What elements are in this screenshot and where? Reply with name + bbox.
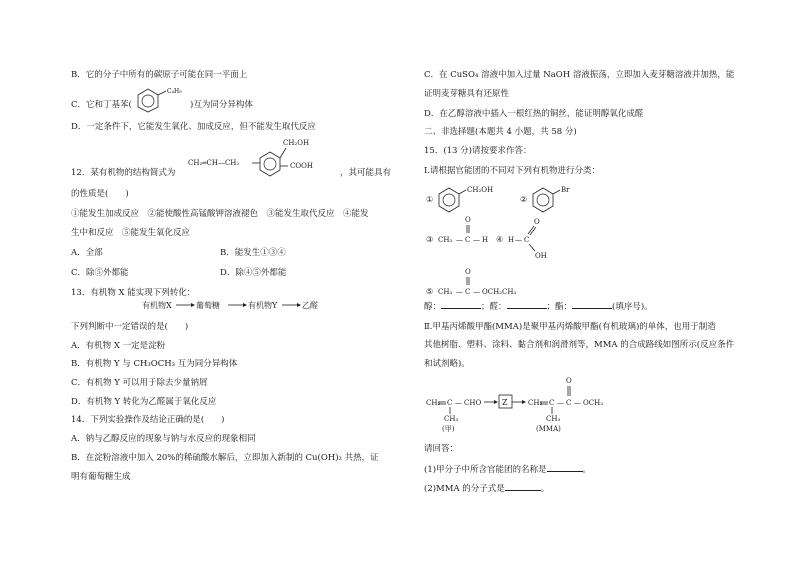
q12-properties-1: ①能发生加成反应 ②能使酸性高锰酸钾溶液褪色 ③能发生取代反应 ④能发	[71, 209, 369, 219]
jia-label: (甲)	[442, 425, 455, 433]
svg-text:O: O	[534, 218, 540, 226]
q15-part2-line2: 其他树脂、塑料、涂料、黏合剂和润滑剂等，MMA 的合成路线如图所示(反应条件	[424, 340, 735, 350]
svg-text:COOH: COOH	[290, 162, 313, 170]
svg-text:CH₃: CH₃	[546, 415, 561, 423]
butyl-group-label: C₄H₉	[167, 88, 182, 95]
q12-stem-line2: 的性质是( )	[71, 189, 129, 199]
svg-text:O: O	[465, 216, 471, 224]
q12-option-d: D．除④⑤外都能	[220, 268, 287, 278]
item-1-label: ①	[426, 195, 434, 204]
q13-option-a: A．有机物 X 一定是淀粉	[71, 341, 166, 351]
q14-option-c-line2: 证明麦芽糖具有还原性	[424, 89, 510, 99]
svg-text:C: C	[447, 399, 453, 407]
q14-stem: 14．下列实验操作及结论正确的是( )	[71, 415, 225, 425]
svg-text:C: C	[549, 399, 555, 407]
aldehyde-answer-blank[interactable]	[507, 300, 547, 309]
svg-text:—: —	[557, 399, 564, 407]
q12-stem-end: ，其可能具有	[340, 168, 392, 178]
svg-text:—: —	[574, 399, 581, 407]
q13-option-b: B．有机物 Y 与 CH₃OCH₃ 互为同分异构体	[71, 359, 238, 369]
svg-text:CH₂═CH—CH₂: CH₂═CH—CH₂	[188, 159, 240, 167]
q13-option-d: D．有机物 Y 转化为乙醛属于氧化反应	[71, 397, 217, 407]
section-heading: 二、非选择题(本题共 4 小题，共 58 分)	[424, 127, 577, 137]
svg-text:CH₃: CH₃	[438, 288, 453, 296]
q12-properties-2: 生中和反应 ⑤能发生氧化反应	[71, 228, 191, 238]
svg-text:H: H	[482, 236, 489, 244]
svg-text:Z: Z	[502, 398, 508, 407]
q12-option-a: A．全部	[71, 248, 103, 258]
alcohol-answer-blank[interactable]	[441, 300, 481, 309]
q15-classification-line: 醇： ；醛： ；酯： (填序号)。	[424, 302, 653, 312]
svg-text:C: C	[465, 236, 471, 244]
q15-please-answer: 请回答：	[424, 444, 459, 454]
q11-option-d: D．一定条件下，它能发生氧化、加成反应，但不能发生取代反应	[71, 122, 316, 132]
q13-conversion-chain	[142, 298, 347, 314]
q15-subq-2: (2)MMA 的分子式是 。	[424, 484, 550, 494]
svg-text:C: C	[524, 236, 530, 244]
svg-text:CH₃: CH₃	[444, 415, 459, 423]
svg-text:CH₃: CH₃	[438, 236, 453, 244]
q14-option-c-line1: C．在 CuSO₄ 溶液中加入过量 NaOH 溶液振荡，立即加入麦芽糖溶液并加热，能	[424, 70, 735, 80]
svg-text:CH₂OH: CH₂OH	[283, 139, 310, 147]
svg-text:—: —	[455, 399, 462, 407]
q13-option-c: C．有机物 Y 可以用于除去少量钠屑	[71, 378, 208, 388]
mma-label: (MMA)	[536, 425, 561, 433]
svg-text:CH₂: CH₂	[528, 399, 543, 407]
svg-text:CHO: CHO	[464, 399, 482, 407]
item-3-label: ③	[426, 235, 434, 244]
q11-option-c-suffix: )互为同分异构体	[190, 100, 253, 110]
svg-text:OCH₃: OCH₃	[583, 399, 604, 407]
q15-subq-1: (1)甲分子中所含官能团的名称是 。	[424, 465, 592, 475]
svg-text:CH₂OH: CH₂OH	[467, 186, 494, 194]
svg-text:H: H	[508, 236, 515, 244]
svg-text:—: —	[473, 236, 480, 244]
mma-synthesis-route	[424, 372, 724, 434]
functional-group-answer-blank[interactable]	[547, 463, 583, 472]
chain-glucose: 葡萄糖	[196, 301, 220, 310]
svg-text:—: —	[456, 236, 463, 244]
item-5-label: ⑤	[426, 287, 434, 296]
q12-option-c: C．除⑤外都能	[71, 268, 129, 278]
q15-part1-stem: Ⅰ.请根据官能团的不同对下列有机物进行分类：	[424, 166, 601, 176]
chain-acetaldehyde: 乙醛	[302, 301, 318, 310]
svg-text:C: C	[566, 399, 572, 407]
q11-option-c-prefix: C．它和丁基苯(	[71, 100, 132, 110]
chain-x: 有机物X	[142, 301, 172, 310]
molecular-formula-answer-blank[interactable]	[505, 482, 541, 491]
q13-stem-line2: 下列判断中一定错误的是( )	[71, 322, 189, 332]
q14-option-b-line2: 明有葡萄糖生成	[71, 472, 131, 482]
svg-text:—: —	[473, 288, 480, 296]
q12-stem: 12．某有机物的结构简式为	[71, 168, 176, 178]
q14-option-d: D．在乙醇溶液中插入一根红热的铜丝，能证明醇氧化成醛	[424, 109, 644, 119]
q13-stem: 13．有机物 X 能实现下列转化：	[71, 288, 196, 298]
svg-text:—: —	[515, 236, 522, 244]
svg-text:OH: OH	[535, 252, 547, 260]
item-2-label: ②	[520, 195, 528, 204]
svg-text:OCH₂CH₃: OCH₂CH₃	[482, 288, 517, 296]
q15-part2-line3: 和试剂略)。	[424, 359, 470, 369]
svg-text:—: —	[456, 288, 463, 296]
q12-structure	[186, 134, 336, 186]
ester-answer-blank[interactable]	[572, 300, 612, 309]
q12-option-b: B．能发生①③④	[220, 248, 286, 258]
chain-y: 有机物Y	[248, 301, 278, 310]
svg-text:O: O	[566, 377, 572, 385]
svg-text:C: C	[465, 288, 471, 296]
svg-text:Br: Br	[561, 186, 570, 194]
q14-option-b-line1: B．在淀粉溶液中加入 20%的稀硫酸水解后，立即加入新制的 Cu(OH)₂ 共热，证	[71, 453, 379, 463]
q15-structure-5	[424, 264, 584, 304]
q11-option-b: B．它的分子中所有的碳原子可能在同一平面上	[71, 70, 248, 80]
svg-text:O: O	[465, 268, 471, 276]
q15-part2-line1: Ⅱ.甲基丙烯酸甲酯(MMA)是聚甲基丙烯酸甲酯(有机玻璃)的单体，也用于制造	[424, 322, 716, 332]
butylbenzene-structure	[134, 84, 194, 114]
item-4-label: ④	[496, 235, 504, 244]
svg-text:CH₂: CH₂	[426, 399, 441, 407]
q15-stem: 15．(13 分)请按要求作答：	[424, 146, 532, 156]
q14-option-a: A．钠与乙醇反应的现象与钠与水反应的现象相同	[71, 434, 256, 444]
